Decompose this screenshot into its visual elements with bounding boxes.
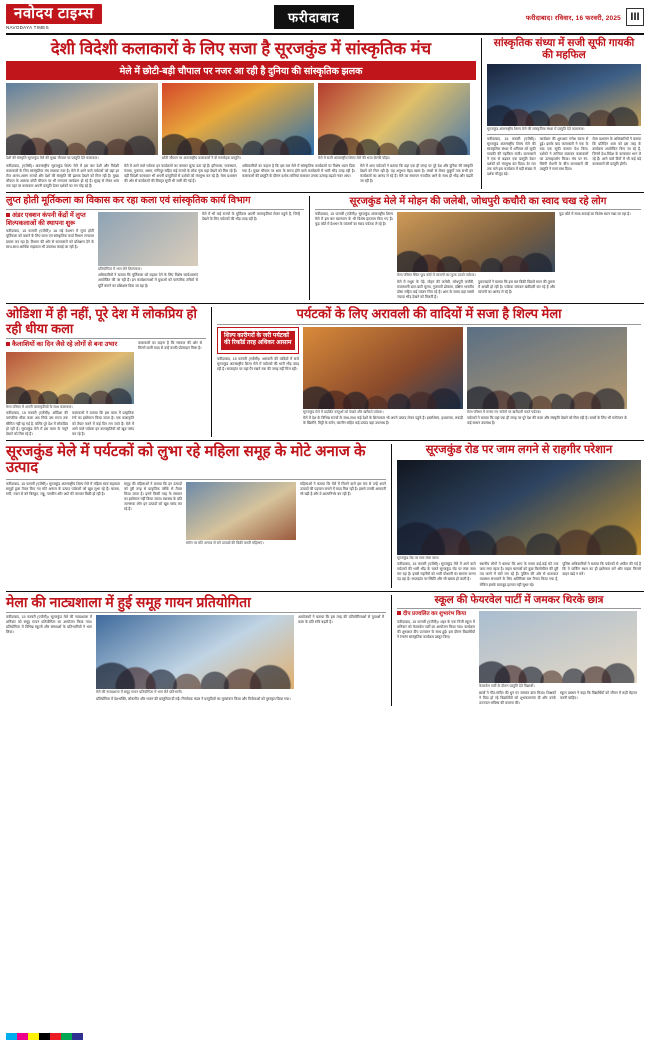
folk-photo [98,212,198,266]
natya-photo [96,615,294,689]
logo-text: नवोदय टाइम्स [6,4,102,24]
food-col-4: फूड कोर्ट में साफ-सफाई का विशेष ध्यान रखा जा रहा है। [559,212,631,217]
farewell-col-2: छात्रों ने गीत-संगीत की धुन पर जमकर डांस किया। शिक्षकों ने विदा हो रहे विद्यार्थियों को शुभकामनाएं दीं और उनके उज्ज्वल भविष्य की कामना की। [479,690,556,706]
jam-photo-caption: सूरजकुंड रोड पर लगा लंबा जाम। [397,555,439,560]
farewell-headline: स्कूल की फेयरवेल पार्टी में जमकर थिरके छात्र [434,593,604,606]
jam-photo [397,460,641,555]
odisha-main-col [6,341,134,437]
masthead [6,4,644,35]
folk-headline: लुप्त होती मूर्तिकला का विकास कर रहा कला एवं सांस्कृतिक कार्य विभाग [6,195,251,207]
lead-text-row [6,164,476,189]
sufi-headline: सांस्कृतिक संध्या में सजी सूफी गायकी की महफिल [493,37,635,61]
jam-col-3: पुलिस अधिकारियों ने बताया कि पर्यटकों से अपील की गई है कि वे पार्किंग स्थल का ही इस्तेमाल करें और सड़क किनारे वाहन खड़े न करें। [562,562,642,577]
shilp-photo-1 [303,327,463,409]
farewell-photo-wrap [479,611,637,706]
shilp-photo-1-caption: सूरजकुंड मेले में प्रदर्शित वस्तुओं को देखते और खरीदते पर्यटक। [303,409,384,414]
lead-photo-3 [318,83,470,155]
folk-photo-caption: प्रतियोगिता में भाग लेते शिल्पकार। [98,266,142,271]
jam-text-row [397,562,641,587]
odisha-photo-caption: मेला परिसर में अपनी कलाकृतियों के साथ कलाकार। [6,404,73,409]
top-region [6,38,644,189]
millet-col-3: महिलाओं ने बताया कि मेले में मिलने वाले इस मंच से उन्हें अपने उत्पादों की पहचान बनाने में मदद मिल रही है। इससे उनकी आमदनी भी बढ़ी है और वे आत्मनिर्भर बन रही हैं। [300,481,386,497]
odisha-story [6,307,206,437]
shilp-headline: पर्यटकों के लिए अरावली की वादियों में सजा है शिल्प मेला [296,306,562,322]
farewell-bullet: दीप प्रज्वलित कर शुभारंभ किया [397,611,475,618]
odisha-subrow [6,411,134,436]
shilp-photo-2-caption: मेला परिसर में लगाए गए स्टॉलों पर खरीदारी करते पर्यटक। [467,409,542,414]
folk-col-3: मेले में भी कई राज्यों के मूर्तिकार अपनी कलाकृतियां लेकर पहुंचे हैं, जिन्हें देखने के लिए पर्यटकों की भीड़ उमड़ रही है। [202,211,300,221]
lead-photo-row [6,83,476,161]
natya-body-row [6,615,386,702]
millet-photo-wrap [186,482,296,546]
odisha-col-1: फरीदाबाद, 15 फरवरी (एजेंसी)। ओडिशा की पारंपरिक धीया कला अब सिर्फ उस राज्य तक सीमित नहीं रह गई है, बल्कि पूरे देश में लोकप्रिय हो रही है। सूरजकुंड मेले में इस कला के नमूने देखने को मिल रहे हैं। [6,411,68,436]
food-col-3: दुकानदारों ने बताया कि इस बार बिक्री पिछले साल की तुलना में अच्छी हो रही है। पर्यटक जमकर खरीदारी कर रहे हैं और व्यंजनों का आनंद ले रहे हैं। [478,279,555,295]
lead-photo-1 [6,83,158,155]
page-number-mark: III [626,8,644,26]
lead-photo-1-wrap [6,83,158,161]
millet-body-row [6,482,386,546]
folk-photo-wrap [98,212,198,289]
city-edition-badge: फरीदाबाद [274,5,354,29]
folk-story [6,196,304,300]
lead-col-3: अधिकारियों का कहना है कि इस बार मेले में सांस्कृतिक कार्यक्रमों पर विशेष ध्यान दिया गया है। मुख्य चौपाल पर शाम के समय होने वाले कार्यक्रमों में भारी भीड़ उमड़ रही है। कलाकारों की प्रस्तुति के दौरान दर्शक तालियां बजाकर उनका उत्साह बढ़ाते नजर आए। [242,163,355,178]
sufi-photo-caption: सूरजकुंड अंतरराष्ट्रीय शिल्प मेले की सांस्कृतिक संध्या में प्रस्तुति देते कलाकार। [487,127,585,132]
shilp-photo-2-wrap [467,327,627,427]
farewell-story [391,595,641,707]
farewell-col-3: स्कूल प्रबंधन ने कहा कि विद्यार्थियों को जीवन में कड़ी मेहनत करनी चाहिए। [560,690,637,700]
bullet-square-icon [6,342,10,346]
farewell-left-col [397,611,475,706]
shilp-col-1: फरीदाबाद, 15 फरवरी (एजेंसी)। अरावली की वादियों में सजे सूरजकुंड अंतरराष्ट्रीय शिल्प मेले में पर्यटकों की भारी भीड़ उमड़ रही है। सप्ताहांत पर यहां पैर रखने तक की जगह नहीं मिल रही। [217,356,299,371]
odisha-body-row [6,341,206,437]
masthead-right [526,8,644,26]
sufi-text-row [487,137,641,178]
shilp-story [211,307,641,437]
shilp-col-2: मेले में देश के विभिन्न राज्यों के साथ-साथ कई देशों के शिल्पकार भी अपने उत्पाद लेकर पहुंचे हैं। हस्तशिल्प, हथकरघा, लकड़ी के खिलौने, मिट्टी के बर्तन, कालीन सहित कई उत्पाद यहां उपलब्ध हैं। [303,416,463,426]
sufi-photo [487,64,641,126]
food-col-1: फरीदाबाद, 15 फरवरी (एजेंसी)। सूरजकुंड अंतरराष्ट्रीय शिल्प मेले में इस बार खानपान के भी विशेष इंतजाम किए गए हैं। फूड कोर्ट में देशभर के व्यंजनों का स्वाद पर्यटक ले रहे हैं। [315,212,393,227]
millet-col-2: समूह की महिलाओं ने बताया कि इन उत्पादों को पूरी तरह से प्राकृतिक तरीके से तैयार किया जाता है। इनमें किसी तरह के रसायन का इस्तेमाल नहीं किया जाता। स्वास्थ्य के प्रति जागरूक लोग इन उत्पादों को खूब पसंद कर रहे हैं। [124,481,182,512]
odisha-bullet: कैलाशियों का दिन जैसे रहे लोगों से बना उभार [6,341,134,349]
color-calibration-bar-left [6,1033,83,1040]
food-body-row [315,212,641,300]
jam-story [391,444,641,588]
lead-photo-2-caption: छोटी चौपाल पर अंतरराष्ट्रीय कलाकारों ने दी मनमोहक प्रस्तुति। [162,156,241,161]
farewell-photo-caption: फेयरवेल पार्टी के दौरान प्रस्तुति देते विद्यार्थी। [479,684,535,689]
lead-photo-2-wrap [162,83,314,161]
farewell-body-row [397,611,641,706]
lead-band: मेले में छोटी-बड़ी चौपाल पर नजर आ रही है दुनिया की सांस्कृतिक झलक [6,61,476,80]
lead-photo-1-caption: देशी की संस्कृति सूरजकुंड मेले की मुख्य चौपाल पर प्रस्तुति देते कलाकार। [6,156,99,161]
shilp-left-col [217,327,299,427]
odisha-col-2: कलाकारों ने बताया कि इस कला में प्राकृतिक रंगों का इस्तेमाल किया जाता है। एक कलाकृति को तैयार करने में कई दिन लग जाते हैं। मेले में आने वाले पर्यटक इन कलाकृतियों को खूब पसंद कर रहे हैं। [72,411,134,436]
date-line: फरीदाबाद। रविवार, 16 फरवरी, 2025 [525,14,621,22]
millet-col-1: फरीदाबाद, 15 फरवरी (एजेंसी)। सूरजकुंड अंतरराष्ट्रीय शिल्प मेले में महिला स्वयं सहायता समूहों द्वारा तैयार किए गए मोटे अनाज के उत्पाद पर्यटकों को खूब लुभा रहे हैं। बाजरा, रागी, ज्वार से बने बिस्कुट, लड्डू, नमकीन और आटे की जमकर बिक्री हो रही है। [6,481,120,497]
shilp-body-row [217,327,641,427]
lead-col-2: मेले में आने वाले पर्यटक इन कार्यक्रमों का जमकर लुत्फ उठा रहे हैं। हरियाणा, राजस्थान, पंजाब, गुजरात, असम, मणिपुर सहित कई राज्यों के लोक नृत्य यहां देखने को मिल रहे हैं। वहीं विदेशी कलाकार भी अपनी प्रस्तुतियों से दर्शकों को मंत्रमुग्ध कर रहे हैं। मेला प्रशासन की ओर से कार्यक्रमों की विस्तृत सूची भी जारी की गई है। [124,163,237,184]
shilp-photo-1-wrap [303,327,463,427]
food-photo-wrap [397,212,555,300]
shilp-photo-2 [467,327,627,409]
lead-col-4: मेले में आए पर्यटकों ने बताया कि यहां एक ही जगह पर पूरे देश और दुनिया की संस्कृति देखने को मिल रही है। यह अनुभव बेहद खास है। बच्चों से लेकर बुजुर्गों तक सभी इन कार्यक्रमों का आनंद ले रहे हैं। मेले का समापन नजदीक आने के साथ ही भीड़ और बढ़ती जा रही है। [360,163,473,184]
lead-photo-3-wrap [318,83,470,161]
natya-photo-caption: मेले की नाट्यशाला में समूह गायन प्रतियोगिता में भाग लेते प्रतिभागी। [96,690,183,695]
fourth-region [6,444,644,588]
logo-subtext: NAVODAYA TIMES [6,25,49,30]
food-headline: सूरजकुंड मेले में मोहन की जलेबी, जोधपुरी कचौरी का स्वाद चख रहे लोग [349,196,607,208]
folk-body-row [6,212,304,289]
odisha-headline: ओडिशा में ही नहीं, पूरे देश में लोकप्रिय हो रही धीया कला [6,306,197,336]
food-story [309,196,641,300]
farewell-photo [479,611,637,683]
farewell-col-1: फरीदाबाद, 15 फरवरी (एजेंसी)। शहर के एक निजी स्कूल में शनिवार को फेयरवेल पार्टी का आयोजन किया गया। कार्यक्रम की शुरुआत दीप प्रज्वलन के साथ हुई। इस दौरान विद्यार्थियों ने रंगारंग सांस्कृतिक कार्यक्रम प्रस्तुत किए। [397,619,475,640]
lead-headline: देशी विदेशी कलाकारों के लिए सजा है सूरजकुंड में सांस्कृतिक मंच [50,40,432,58]
jam-col-2: स्थानीय लोगों ने बताया कि शाम के समय कई-कई घंटे तक जाम लगा रहता है। वाहन चालकों को कुछ किलोमीटर की दूरी तय करने में घंटों लग रहे हैं। पुलिस की ओर से यातायात व्यवस्था संभालने के लिए अतिरिक्त बल तैनात किया गया है, लेकिन इसके बावजूद हालात नहीं सुधर रहे। [479,562,559,587]
sufi-col-2: कार्यक्रम की शुरुआत गणेश वंदना से हुई। इसके बाद कलाकारों ने एक के बाद एक सूफी कलाम पेश किए। दर्शकों ने तालियां बजाकर कलाकारों का उत्साहवर्धन किया। मंच पर रंग-बिरंगी रोशनी के बीच कलाकारों की प्रस्तुति ने समां बांध दिया। [539,136,589,172]
natya-col-3: आयोजकों ने बताया कि इस तरह की प्रतियोगिताओं से युवाओं में कला के प्रति रुचि बढ़ती है। [298,615,384,625]
odisha-col-3: कलाकारों का कहना है कि सरकार की ओर से मिलने वाली मदद से उन्हें काफी प्रोत्साहन मिला है। [138,340,202,351]
bullet-square-icon [6,213,10,217]
odisha-photo [6,352,134,404]
jam-headline: सूरजकुंड रोड पर जाम लगने से राहगीर परेशान [425,443,613,456]
millet-story [6,444,386,588]
food-col-2: मेले में मथुरा के पेड़े, मोहन की जलेबी, जोधपुरी कचौरी, राजस्थानी दाल-बाटी चूरमा, गुजराती ढोकला, दक्षिण भारतीय डोसा सहित कई व्यंजन मिल रहे हैं। शाम के समय यहां सबसे ज्यादा भीड़ देखने को मिलती है। [397,279,474,300]
fifth-region [6,595,644,707]
folk-col-1: फरीदाबाद, 15 फरवरी (एजेंसी)। 16 मई देशभर में लुप्त होती मूर्तिकला को बचाने के लिए कला एवं सांस्कृतिक कार्य विभाग लगातार प्रयास कर रहा है। विभाग की ओर से कलाकारों को प्रशिक्षण देने के साथ-साथ आर्थिक सहायता भी उपलब्ध कराई जा रही है। [6,229,94,249]
millet-photo [186,482,296,540]
shilp-kicker: शिल्प कारीगरों के जरी पर्यटकों की रिकॉर्ड तरह अधिकर आसाम [221,331,295,350]
jam-col-1: फरीदाबाद, 15 फरवरी (एजेंसी)। सूरजकुंड मेले में आने वाले पर्यटकों की भारी भीड़ के चलते सूरजकुंड रोड पर लंबा जाम लग रहा है। इससे राहगीरों को भारी परेशानी का सामना करना पड़ रहा है। सप्ताहांत पर स्थिति और भी खराब हो जाती है। [397,562,476,582]
shilp-kicker-box [217,327,299,354]
lead-photo-2 [162,83,314,155]
lead-story [6,38,476,189]
food-subrow [397,280,555,300]
natya-col-2: प्रतियोगिता में देशभक्ति, लोकगीत और भजन की प्रस्तुतियां दी गईं। निर्णायक मंडल ने प्रस्तुतियों का मूल्यांकन किया और विजेताओं को पुरस्कृत किया गया। [96,696,291,701]
lead-col-1: फरीदाबाद, (एजेंसी)। अंतरराष्ट्रीय सूरजकुंड शिल्प मेले में इस बार देशी और विदेशी कलाकारों के लिए सांस्कृतिक मंच सजाया गया है। मेले में आने वाले पर्यटकों को यहां हर रोज अलग-अलग राज्यों और देशों की संस्कृति की झलक देखने को मिल रही है। मुख्य चौपाल के अलावा छोटी चौपाल पर भी लगातार कार्यक्रम हो रहे हैं। सुबह से लेकर शाम तक यहां पर कलाकार अपनी प्रस्तुति देकर दर्शकों का मन मोह रहे हैं। [6,163,119,189]
bullet-square-icon [397,611,401,615]
sufi-story [481,38,641,189]
natya-story [6,595,386,707]
shilp-col-3: पर्यटकों ने बताया कि यहां एक ही जगह पर पूरे देश की कला और संस्कृति देखने को मिल रही है। बच्चों के लिए भी मनोरंजन के कई साधन उपलब्ध हैं। [467,416,627,426]
lead-photo-3-caption: मेले में सजी अंतरराष्ट्रीय शिल्प मेले की भव्य सेल्फी पॉइंट। [318,156,391,161]
millet-photo-caption: स्टॉल पर मोटे अनाज से बने उत्पादों की बिक्री करती महिलाएं। [186,540,264,545]
second-region [6,196,644,300]
folk-subheadline: अंडर एक्शन कंपनी केंद्रों में लुप्त शिल्पकलाओं की स्थापना शुरू [6,211,86,227]
natya-headline: मेला की नाट्यशाला में हुई समूह गायन प्रतियोगिता [6,593,251,610]
natya-photo-wrap [96,615,294,702]
third-region [6,307,644,437]
farewell-subrow [479,691,637,706]
food-photo [397,212,555,272]
millet-headline: सूरजकुंड मेले में पर्यटकों को लुभा रहे महिला समूह के मोटे अनाज के उत्पाद [6,442,366,477]
publication-logo [6,4,102,30]
food-photo-caption: मेला परिसर स्थित फूड कोर्ट में व्यंजनों का लुत्फ उठाते पर्यटक। [397,273,476,278]
sufi-col-3: मेला प्रशासन के अधिकारियों ने बताया कि प्रतिदिन शाम को इस तरह के कार्यक्रम आयोजित किए जा रहे हैं, जिनमें देश-विदेश के कलाकार भाग ले रहे हैं। आने वाले दिनों में भी कई बड़े कलाकारों की प्रस्तुति होगी। [592,136,642,167]
folk-col-2: अधिकारियों ने बताया कि मूर्तिकला को बढ़ावा देने के लिए विशेष कार्यशालाएं आयोजित की जा रही हैं। इन कार्यशालाओं में युवाओं को पारंपरिक तरीकों से मूर्ति बनाने का प्रशिक्षण दिया जा रहा है। [98,273,198,288]
sufi-col-1: फरीदाबाद, 15 फरवरी (एजेंसी)। सूरजकुंड अंतरराष्ट्रीय शिल्प मेले की सांस्कृतिक संध्या में शनिवार को सूफी गायकी की महफिल सजी। कलाकारों ने एक से बढ़कर एक प्रस्तुति देकर दर्शकों को मंत्रमुग्ध कर दिया। देर रात तक चले इस कार्यक्रम में बड़ी संख्या में दर्शक मौजूद रहे। [487,136,536,177]
folk-left-col [6,212,94,289]
natya-col-1: फरीदाबाद, 15 फरवरी (एजेंसी)। सूरजकुंड मेले की नाट्यशाला में शनिवार को समूह गायन प्रतियोगिता का आयोजन किया गया। प्रतियोगिता में विभिन्न स्कूलों और संस्थाओं के प्रतिभागियों ने भाग लिया। [6,615,92,635]
